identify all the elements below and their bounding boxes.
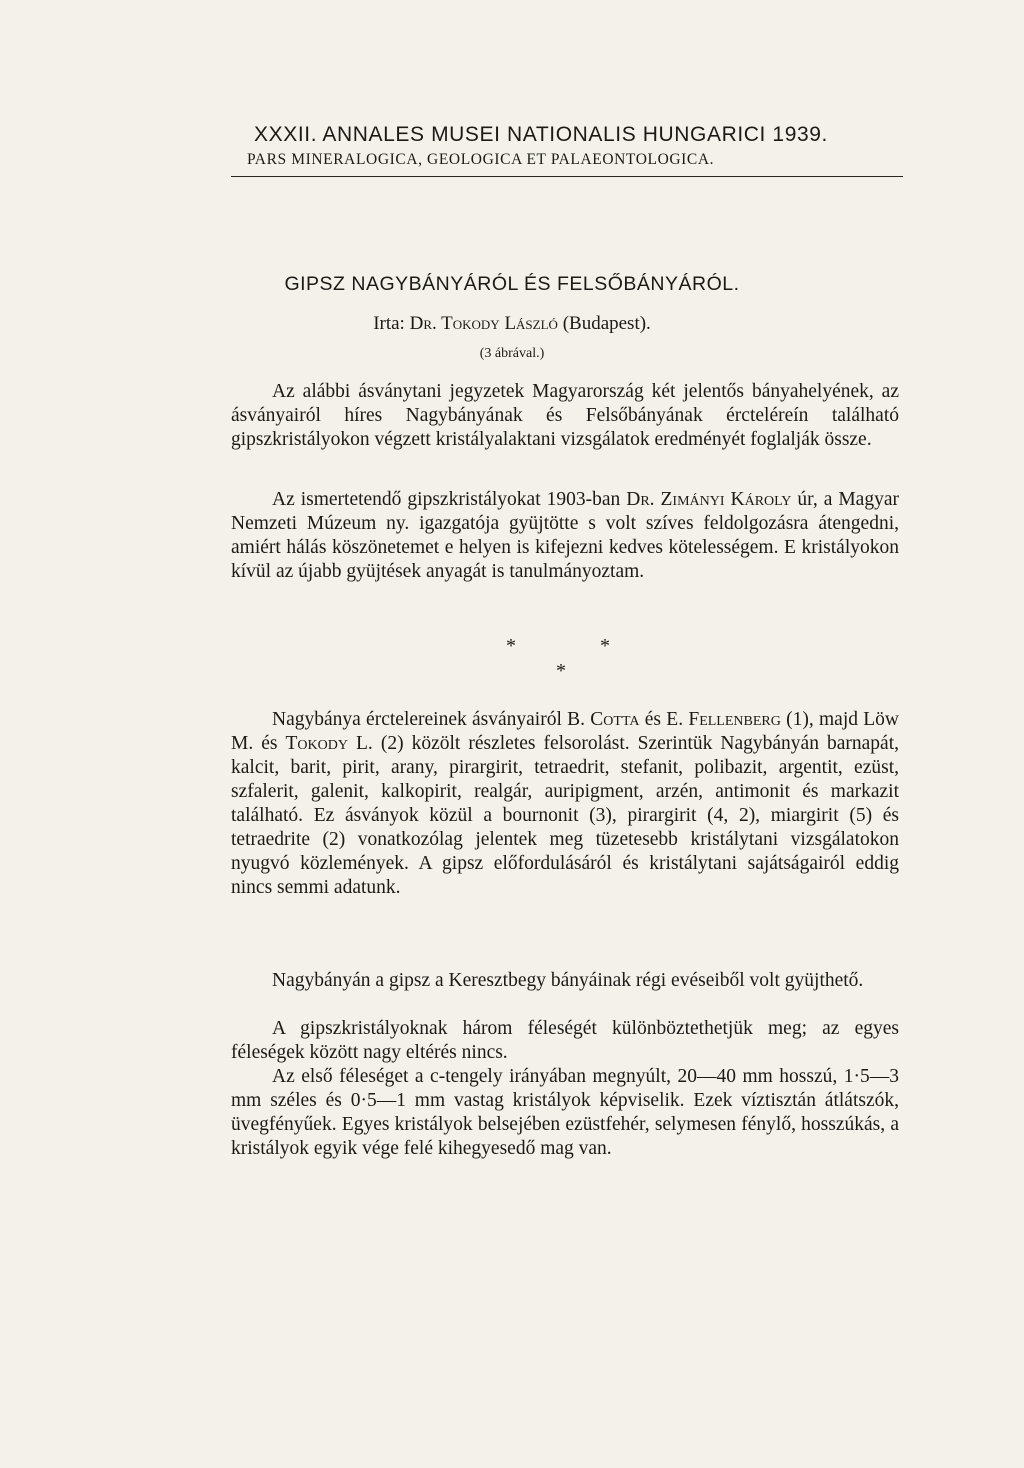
author-name: Dr. Tokody László xyxy=(409,313,558,334)
paragraph-3-name-2: Fellenberg xyxy=(688,709,781,730)
paragraph-3-part-d: L. (2) közölt részletes felsorolást. Szerintük Nagybányán barnapát, kalcit, barit, pirit, arany, pirargirit, tetraedrit, stefanit, polibazit, argentit, ezüst, szfalerit, galenit, kalkopirit, realgár, auripigment, arzén, antimonit és markazit található. Ez ásványok közül a bournonit (3), pirargirit (4, 2), miargirit (5) és tetraedrite (2) vonatkozólag jelentek meg tüzetesebb kristálytani vizsgálatokon nyugvó közlemények. A gipsz előfordulásáról és kristálytani sajátságairól eddig nincs semmi adatunk. xyxy=(231,733,899,898)
paragraph-5-text: A gipszkristályoknak három féleségét különböztethetjük meg; az egyes féleségek között nagy eltérés nincs. xyxy=(231,1018,899,1063)
paragraph-3 xyxy=(231,708,899,900)
journal-subtitle: PARS MINERALOGICA, GEOLOGICA ET PALAEONTOLOGICA. xyxy=(247,151,715,168)
paragraph-3-text xyxy=(231,708,899,900)
separator-star-3: * xyxy=(556,660,566,682)
paragraph-3-part-b: és E. xyxy=(639,709,689,730)
paragraph-5 xyxy=(231,1017,899,1065)
author-line xyxy=(0,313,1024,335)
paragraph-2-name: Dr. Zimányi Károly xyxy=(626,489,792,510)
paragraph-1-text: Az alábbi ásványtani jegyzetek Magyarország két jelentős bányahelyének, az ásványairól híres Nagybányának és Felsőbányának ércteléreín található gipszkristályokon végzett kristályalaktani vizsgálatok eredményét foglalják össze. xyxy=(231,381,899,450)
paragraph-3-part-a: Nagybánya érctelereinek ásványairól B. xyxy=(272,709,591,730)
paragraph-6 xyxy=(231,1065,899,1161)
article-title: GIPSZ NAGYBÁNYÁRÓL ÉS FELSŐBÁNYÁRÓL. xyxy=(284,273,740,295)
separator-star-2: * xyxy=(600,635,610,657)
paragraph-2-text xyxy=(231,488,899,584)
paragraph-3-part-c: (1), majd Löw M. és xyxy=(231,709,899,754)
paragraph-2-part-b: úr, a Magyar Nemzeti Múzeum ny. igazgatója gyüjtötte s volt szíves feldolgozásra átengedni, amiért hálás köszönetemet e helyen is kifejezni kedves kötelességem. E kristályokon kívül az újabb gyüjtések anyagát is tanulmányoztam. xyxy=(231,489,899,582)
figures-note: (3 ábrával.) xyxy=(479,346,545,361)
paragraph-3-name-3: Tokody xyxy=(285,733,348,754)
separator-star-1: * xyxy=(506,635,516,657)
paragraph-4 xyxy=(231,969,899,993)
journal-title: XXXII. ANNALES MUSEI NATIONALIS HUNGARICI 1939. xyxy=(254,123,828,146)
paragraph-2 xyxy=(231,488,899,584)
paragraph-4-text: Nagybányán a gipsz a Keresztbegy bányáinak régi evéseiből volt gyüjthető. xyxy=(272,970,864,991)
journal-header xyxy=(231,121,903,171)
section-separator xyxy=(0,630,1024,680)
author-prefix: Irta: xyxy=(373,313,410,334)
paragraph-3-name-1: Cotta xyxy=(590,709,640,730)
author-affiliation: (Budapest). xyxy=(557,313,651,334)
paragraph-6-text: Az első féleséget a c-tengely irányában megnyúlt, 20—40 mm hosszú, 1·5—3 mm széles és 0·5—1 mm vastag kristályok képviselik. Ezek víztisztán átlátszók, üvegfényűek. Egyes kristályok belsejében ezüstfehér, selymesen fénylő, hosszúkás, a kristályok egyik vége felé kihegyesedő mag van. xyxy=(231,1066,899,1159)
paragraph-1 xyxy=(231,380,899,452)
paragraph-2-part-a: Az ismertetendő gipszkristályokat 1903-ban xyxy=(272,489,627,510)
header-rule xyxy=(231,176,903,177)
